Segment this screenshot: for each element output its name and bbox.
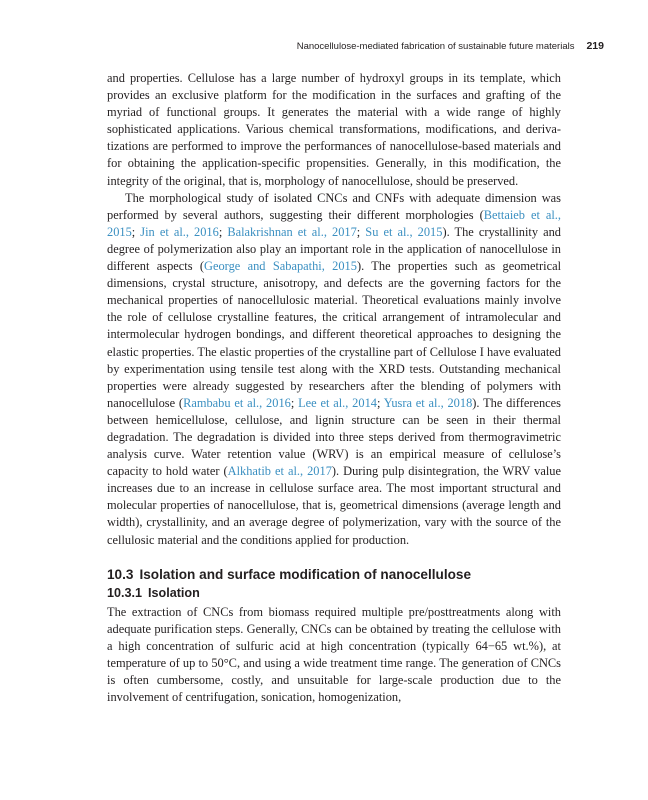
text-segment: ). The differences between hemicellulose, cellulose, and lignin structure can be seen in their thermal degradation. The degradation is divided into three steps derived from thermogravimetric analysis curve. Water retention value (WRV) is an empirical measure of cellulose’s capacity to hold water ( <box>107 395 561 479</box>
text-segment: ; <box>376 395 384 410</box>
citation-link[interactable]: Alkhatib et al., 2017 <box>227 464 332 479</box>
citation-link[interactable]: George and Sabapathi, 2015 <box>204 259 357 274</box>
text-segment: ). The crystallinity and degree of polymerization also play an important role in the application of nanocellulose in different aspects ( <box>107 224 561 274</box>
text-segment: ; <box>131 224 141 239</box>
page-body <box>107 70 561 706</box>
text-segment: ; <box>218 224 228 239</box>
running-header <box>297 40 604 52</box>
text-segment: The morphological study of isolated CNCs and CNFs with adequate dimension was performed by several authors, suggesting their different morphologies ( <box>107 190 561 222</box>
citation-link[interactable]: Lee et al., 2014 <box>298 395 377 410</box>
paragraph-morphology <box>107 190 561 549</box>
citation-link[interactable]: Balakrishnan et al., 2017 <box>227 224 357 239</box>
text-segment: ; <box>356 224 366 239</box>
page-number: 219 <box>586 40 604 52</box>
running-title: Nanocellulose-mediated fabrication of sustainable future materials <box>296 41 575 52</box>
subsection-heading <box>107 586 561 600</box>
section-heading <box>107 567 561 582</box>
subsection-number: 10.3.1 <box>107 585 143 600</box>
paragraph-continued: and properties. Cellulose has a large number of hydroxyl groups in its template, which provides an exclusive platform for the modification in the surfaces and grafting of the myriad of functional groups. It generates the material with a wide range of highly sophisticated applications. Various chemical transformations, modifications, and derivatizations are performed to improve the performances of nanocellulose-based materials and for obtaining the application-specific propensities. Generally, in this modification, the integrity of the original, that is, morphology of nanocellulose, should be preserved. <box>107 71 561 188</box>
text-segment: ). The properties such as geometrical dimensions, crystal structure, anisotropy, and defects are the governing factors for the mechanical properties of nanocellulosic material. Theoretical evaluations mainly involve the role of cellulose crystalline features, the critical arrangement of intramolecular and intermolecular hydrogen bondings, and different theoretical approaches to designing the elastic properties. The elastic properties of the crystalline part of Cellulose I have evaluated by experimentation using tensile test along with the XRD tests. Outstanding mechanical properties were already suggested by researchers after the blending of polymers with nanocellulose ( <box>107 259 562 410</box>
text-segment: ; <box>290 395 299 410</box>
section-title: Isolation and surface modification of nanocellulose <box>139 566 472 582</box>
citation-link[interactable]: Jin et al., 2016 <box>140 224 219 239</box>
citation-link[interactable]: Bettaieb et al., 2015 <box>107 207 561 239</box>
citation-link[interactable]: Rambabu et al., 2016 <box>183 395 291 410</box>
citation-link[interactable]: Yusra et al., 2018 <box>383 395 473 410</box>
paragraph-isolation: The extraction of CNCs from biomass required multiple pre/posttreatments along with adequate purification steps. Generally, CNCs can be obtained by treating the cellulose with a high concentration of sulfuric acid at high concentration (typically 64−65 wt.%), at temperature of up to 50°C, and using a wide treatment time range. The generation of CNCs is often cumbersome, costly, and unsuitable for large-scale production due to the involvement of centrifugation, sonication, homogenization, <box>107 604 561 705</box>
citation-link[interactable]: Su et al., 2015 <box>365 224 443 239</box>
section-number: 10.3 <box>107 566 134 582</box>
text-segment: ). During pulp disintegration, the WRV value increases due to an increase in cellulose surface area. The most important structural and molecular properties of nanocellulose, that is, geometrical dimensions (average length and width), crystallinity, and an average degree of polymerization, vary with the source of the cellulosic material and the conditions applied for production. <box>107 464 561 547</box>
subsection-title: Isolation <box>148 585 200 600</box>
